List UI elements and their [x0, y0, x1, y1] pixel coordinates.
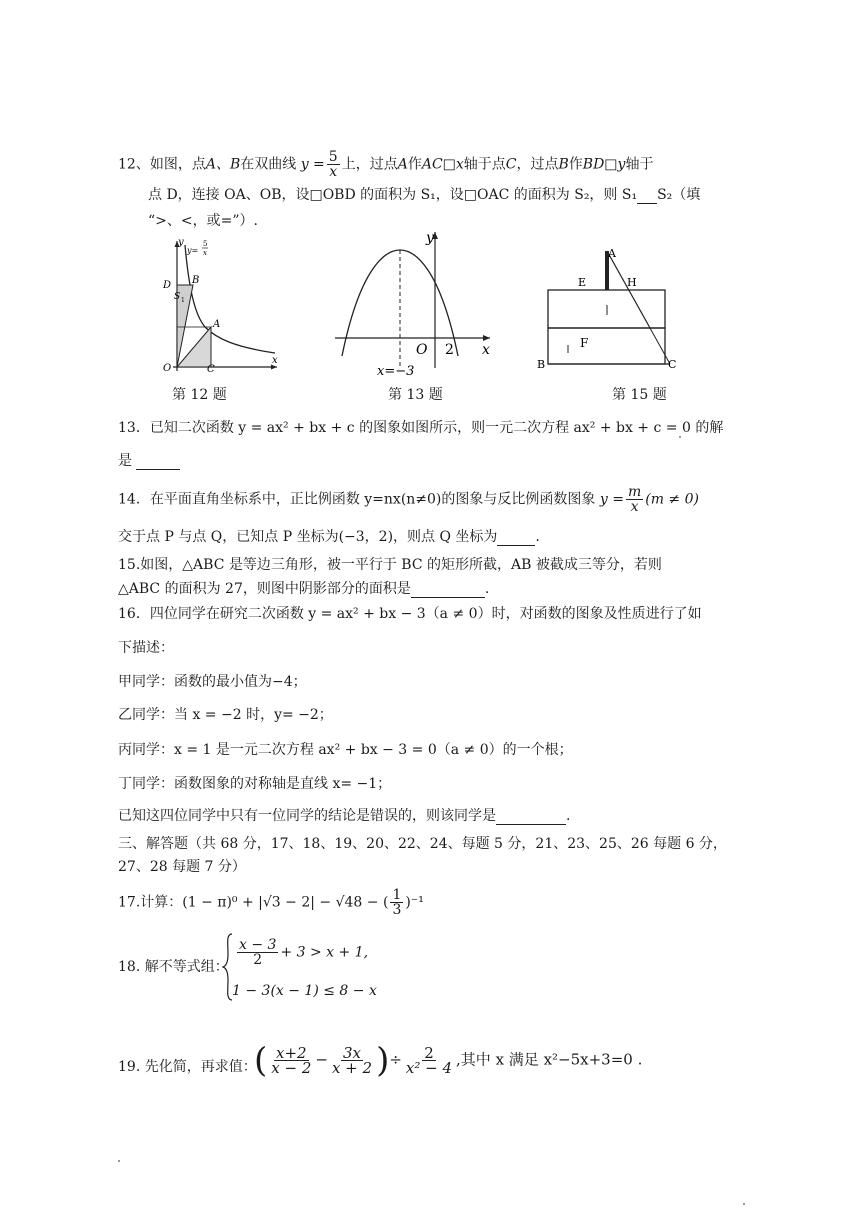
q15-line2: [118, 580, 489, 598]
q14-frac-num: m: [627, 484, 642, 500]
label-x: x: [482, 342, 490, 358]
answer-blank[interactable]: [411, 583, 485, 598]
q15-text: .: [484, 581, 490, 597]
q19-fraction-1: [269, 1046, 313, 1075]
q14-text: 14．在平面直角坐标系中，正比例函数 y=nx(n≠0)的图象与反比例函数图象: [118, 491, 596, 508]
scan-speck: [743, 1203, 745, 1205]
answer-blank[interactable]: [136, 455, 180, 470]
q12-text: 作: [407, 156, 422, 173]
rectangle-bottom: [548, 328, 665, 364]
q19-fraction-2: [330, 1046, 374, 1075]
label-symmetry-axis: x=−3: [377, 364, 415, 378]
q12-text: ，过点: [516, 156, 559, 173]
label-function-num: 5: [203, 240, 208, 248]
scan-speck: [679, 436, 681, 438]
q13-line2: [118, 452, 180, 470]
q17-expression: (1 − π)⁰ + |√3 − 2| − √48 − (: [182, 894, 389, 911]
q19-fraction-3: [404, 1046, 454, 1075]
answer-blank[interactable]: [497, 531, 535, 546]
label-o: O: [163, 363, 172, 374]
q13-text: 是: [118, 453, 132, 469]
q19-divide: ÷: [389, 1050, 402, 1069]
q19-frac-den: x − 2: [271, 1059, 312, 1077]
label-two: 2: [445, 342, 454, 358]
q12-fn-y: y =: [300, 156, 325, 173]
q12-text: 12、如图，点: [118, 156, 206, 173]
q12-fraction: [327, 150, 340, 179]
label-s1-sub: 1: [181, 297, 185, 304]
answer-blank[interactable]: [496, 810, 566, 825]
q16-text: .: [566, 808, 571, 824]
scan-speck: [118, 1160, 120, 1162]
label-h: H: [627, 276, 637, 289]
label-o: O: [416, 342, 428, 358]
label-a: A: [608, 247, 616, 260]
label-c: C: [668, 358, 677, 371]
q14-line1: [118, 485, 699, 514]
q12-line1: [118, 150, 653, 179]
q14-fraction: [626, 485, 643, 514]
q12-text: A、B: [205, 156, 241, 173]
q19-frac-num: 2: [424, 1044, 434, 1062]
q16-text: 已知这四位同学中只有一位同学的结论是错误的，则该同学是: [118, 808, 496, 824]
q19-tail: ,其中 x 满足 x²−5x+3=0 .: [456, 1050, 643, 1069]
q17: [118, 888, 424, 917]
q19-label: 19. 先化简，再求值：: [118, 1059, 257, 1075]
label-c: C: [207, 364, 215, 375]
figure-12: [155, 235, 285, 375]
label-function: y=: [187, 246, 199, 255]
figure-15: [535, 243, 685, 373]
q12-text: 轴于点: [463, 156, 506, 173]
q16-yi: 乙同学：当 x = −2 时，y= −2；: [118, 707, 333, 723]
figure-15-caption: 第 15 题: [612, 387, 667, 403]
q18-row2: 1 − 3(x − 1) ≤ 8 − x: [232, 983, 377, 999]
q14-condition: (m ≠ 0): [645, 491, 699, 508]
q12-line2: [148, 186, 700, 204]
q12-text: 点 D，连接 OA、OB，设□OBD 的面积为 S₁，设□OAC 的面积为 S₂，则 S₁: [148, 187, 638, 203]
q14-line2: [118, 528, 540, 546]
q14-text: 交于点 P 与点 Q，已知点 P 坐标为(−3，2)，则点 Q 坐标为: [118, 529, 498, 545]
hyperbola-curve: [185, 245, 275, 353]
q14-text: .: [535, 529, 540, 545]
q15-line1: 15.如图，△ABC 是等边三角形，被一平行于 BC 的矩形所截，AB 被截成三等分，若则: [118, 557, 662, 573]
label-e: E: [578, 276, 587, 289]
q17-fraction: [390, 888, 403, 917]
figure-13-caption: 第 13 题: [388, 387, 443, 403]
label-f: F: [580, 336, 589, 350]
q12-frac-num: 5: [328, 149, 338, 165]
q12-text: 在双曲线: [240, 156, 297, 173]
q14-frac-den: x: [630, 499, 639, 515]
q12-text: 上，过点: [341, 156, 398, 173]
q18-row1-rest: + 3 > x + 1,: [280, 944, 369, 961]
q19-frac-den: x² − 4: [405, 1059, 453, 1077]
q12-text: BD□y: [582, 156, 626, 173]
q12-text: AC□x: [421, 156, 464, 173]
label-d: D: [163, 280, 172, 291]
label-b: B: [192, 275, 200, 286]
section3-heading: 三、解答题（共 68 分，17、18、19、20、22、24、每题 5 分，21、23、25、26 每题 6 分，: [118, 836, 727, 852]
q17-frac-den: 3: [392, 902, 402, 918]
q19: [118, 1058, 257, 1076]
label-s1: S: [174, 292, 181, 302]
q18-frac-num: x − 3: [239, 937, 277, 953]
q12-text: B: [558, 156, 569, 173]
q16-bing: 丙同学：x = 1 是一元二次方程 ax² + bx − 3 = 0（a ≠ 0）的一个根；: [118, 742, 573, 758]
label-function-den: x: [203, 249, 207, 257]
q16-jia: 甲同学：函数的最小值为−4；: [118, 674, 307, 690]
label-y: y: [426, 230, 434, 246]
q19-frac-num: 3x: [343, 1044, 362, 1062]
q12-text: 作: [568, 156, 583, 173]
figure-13: [330, 228, 495, 378]
segment-ac-lower: [650, 328, 670, 364]
q12-text: C: [505, 156, 517, 173]
q16-line2: 下描述：: [118, 640, 174, 656]
q12-text: S₂（填: [657, 187, 701, 203]
right-paren: ): [376, 1040, 390, 1081]
q12-text: A: [397, 156, 408, 173]
label-b: B: [537, 358, 546, 371]
q18-frac-den: 2: [253, 952, 263, 968]
q12-line3: “>、<，或=”）.: [148, 213, 258, 229]
q12-frac-den: x: [329, 164, 338, 180]
q18-fraction: [237, 938, 278, 967]
q17-label: 17.计算：: [118, 894, 183, 911]
q15-text: △ABC 的面积为 27，则图中阴影部分的面积是: [118, 581, 411, 597]
q19-frac-den: x + 2: [331, 1059, 373, 1077]
label-x: x: [272, 355, 278, 366]
q18-label: 18. 解不等式组：: [118, 959, 229, 975]
q17-expression: )⁻¹: [405, 894, 424, 911]
q17-frac-num: 1: [392, 887, 402, 903]
q19-minus: −: [315, 1050, 328, 1069]
section3-heading-line2: 27、28 每题 7 分）: [118, 859, 246, 875]
x-axis-arrow-icon: [483, 335, 490, 341]
q16-ding: 丁同学：函数图象的对称轴是直线 x= −1；: [118, 776, 392, 792]
q13-line1: 13．已知二次函数 y = ax² + bx + c 的图象如图所示，则一元二次方程 ax² + bx + c = 0 的解: [118, 420, 724, 436]
left-paren: (: [254, 1040, 268, 1081]
label-a: A: [213, 319, 221, 330]
q19-frac-num: x+2: [276, 1044, 307, 1062]
q16-line1: 16．四位同学在研究二次函数 y = ax² + bx − 3（a ≠ 0）时，对函数的图象及性质进行了如: [118, 606, 702, 622]
q16-conclusion: [118, 807, 570, 825]
figure-12-caption: 第 12 题: [172, 387, 227, 403]
q12-text: 轴于: [625, 156, 654, 173]
answer-blank[interactable]: [637, 189, 657, 204]
q19-expression: [254, 1040, 643, 1081]
q18-row1: [235, 938, 368, 967]
q14-fn-y: y =: [599, 491, 624, 508]
label-y: y: [178, 237, 184, 248]
